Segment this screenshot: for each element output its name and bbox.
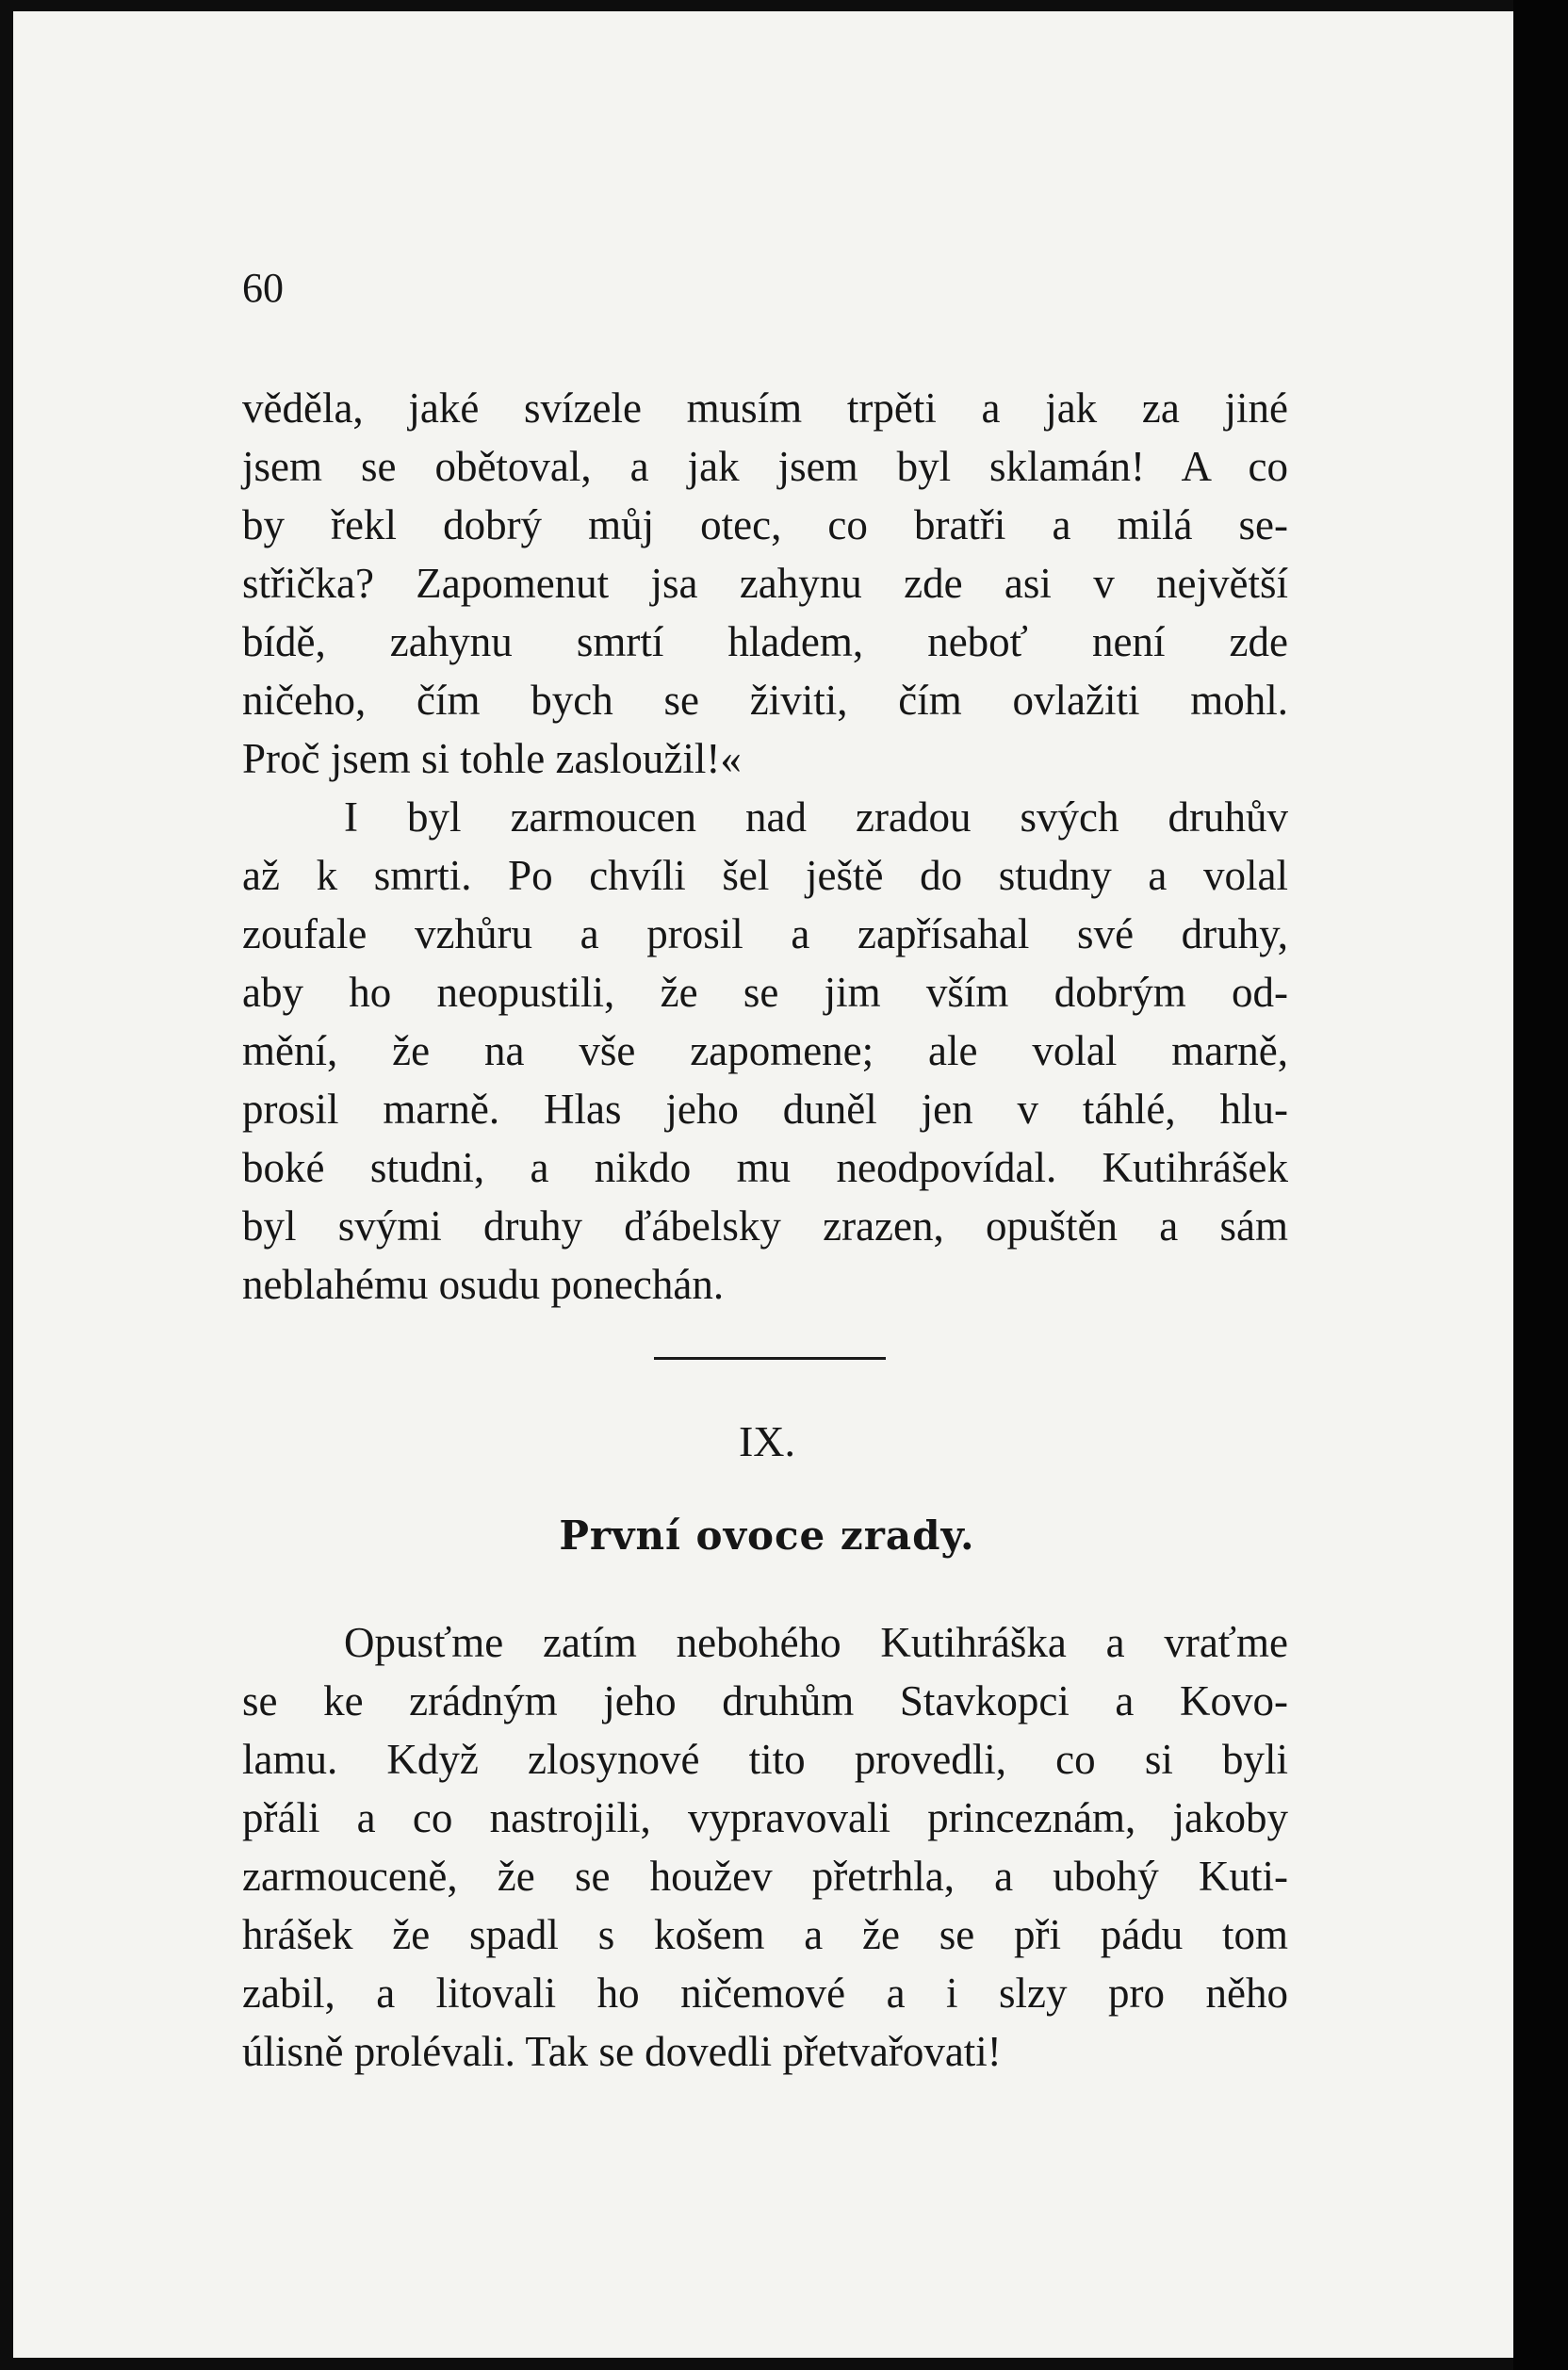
- text-line: Proč jsem si tohle zasloužil!«: [242, 735, 742, 782]
- paragraph-2: [242, 788, 1288, 1314]
- text-line: boké studni, a nikdo mu neodpovídal. Kutihrášek: [242, 1144, 1288, 1191]
- text-line: zabil, a litovali ho ničemové a i slzy pro něho: [242, 1970, 1288, 2017]
- section-divider: [654, 1357, 886, 1360]
- book-page: [13, 11, 1513, 2358]
- text-line: Opusťme zatím nebohého Kutihráška a vraťme: [344, 1619, 1288, 1666]
- text-line: neblahému osudu ponechán.: [242, 1261, 725, 1308]
- text-line: prosil marně. Hlas jeho duněl jen v táhlé, hlu-: [242, 1086, 1288, 1133]
- paragraph-1: [242, 379, 1288, 788]
- text-line: přáli a co nastrojili, vypravovali princeznám, jakoby: [242, 1794, 1288, 1841]
- text-line: aby ho neopustili, že se jim vším dobrým od-: [242, 969, 1288, 1016]
- text-line: střička? Zapomenut jsa zahynu zde asi v největší: [242, 560, 1288, 607]
- text-line: zarmouceně, že se houžev přetrhla, a ubohý Kuti-: [242, 1853, 1288, 1900]
- text-line: I byl zarmoucen nad zradou svých druhův: [344, 793, 1288, 841]
- text-line: hrášek že spadl s košem a že se při pádu tom: [242, 1911, 1288, 1958]
- chapter-number: IX.: [738, 1417, 796, 1465]
- text-line: zoufale vzhůru a prosil a zapřísahal své druhy,: [242, 910, 1288, 957]
- page-number: 60: [242, 265, 284, 311]
- text-line: až k smrti. Po chvíli šel ještě do studny a volal: [242, 852, 1288, 899]
- text-line: by řekl dobrý můj otec, co bratři a milá se-: [242, 501, 1288, 548]
- text-line: se ke zrádným jeho druhům Stavkopci a Kovo-: [242, 1677, 1288, 1724]
- text-line: jsem se obětoval, a jak jsem byl sklamán! A co: [242, 443, 1288, 490]
- text-line: ničeho, čím bych se živiti, čím ovlažiti mohl.: [242, 677, 1288, 724]
- text-line: věděla, jaké svízele musím trpěti a jak za jiné: [242, 384, 1288, 432]
- paragraph-3: [242, 1613, 1288, 2081]
- text-line: mění, že na vše zapomene; ale volal marně,: [242, 1027, 1288, 1074]
- text-line: lamu. Když zlosynové tito provedli, co si byli: [242, 1736, 1288, 1783]
- text-line: úlisně prolévali. Tak se dovedli přetvařovati!: [242, 2028, 1002, 2075]
- text-line: bídě, zahynu smrtí hladem, neboť není zde: [242, 618, 1288, 665]
- chapter-title: První ovoce zrady.: [559, 1512, 975, 1559]
- scan-edge-strip: [1513, 0, 1568, 2370]
- text-line: byl svými druhy ďábelsky zrazen, opuštěn a sám: [242, 1202, 1288, 1250]
